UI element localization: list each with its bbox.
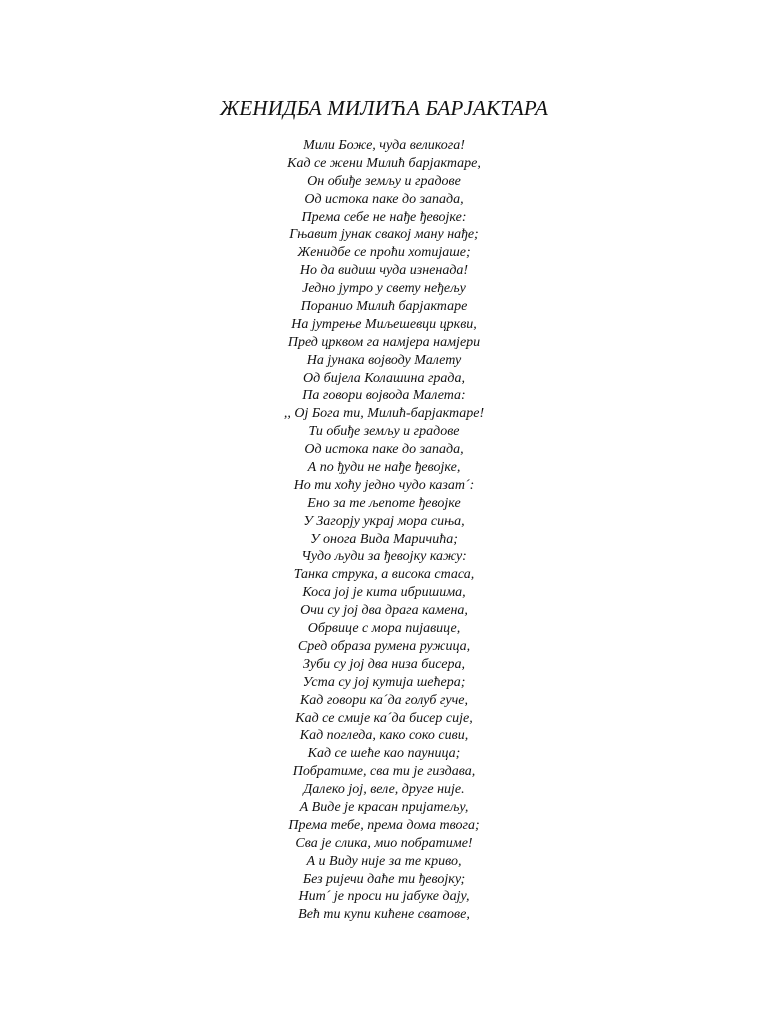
poem-line: Он обиђе земљу и градове [307, 173, 461, 189]
poem-line: Танка струка, а висока стаса, [293, 567, 475, 583]
poem-line: Зуби су јој два низа бисера, [302, 656, 466, 672]
poem-line: Но ти хоћу једно чудо казат´: [293, 477, 475, 493]
poem-line: А и Виду није за те криво, [306, 853, 462, 869]
poem-line: Кад погледа, како соко сиви, [299, 728, 469, 744]
poem-line: Но да видиш чуда изненада! [299, 263, 469, 279]
poem-line: Женидбе се проћи хотијаше; [297, 245, 471, 261]
poem-line: Од истока паке до запада, [304, 191, 464, 207]
poem-line: Уста су јој кутија шећера; [302, 674, 466, 690]
poem-line: Сва је слика, мио побратиме! [295, 835, 473, 851]
poem-line: Поранио Милић барјактаре [300, 299, 468, 315]
poem-line: Кад се шеће као пауница; [307, 746, 461, 762]
poem-line: А Виде је красан пријатељу, [299, 799, 469, 815]
poem-line: У онога Вида Маричића; [310, 531, 458, 547]
poem-line: Коса јој је кита ибришима, [302, 585, 466, 601]
poem-line: Од истока паке до запада, [304, 442, 464, 458]
poem-line: Према тебе, према дома твога; [288, 817, 480, 833]
poem-line: А по ђуди не нађе ђевојке, [307, 460, 461, 476]
poem-line: Далеко јој, веле, друге није. [303, 782, 465, 798]
poem-line: Кад говори ка´да голуб гуче, [299, 692, 469, 708]
poem-line: Ти обиђе земљу и градове [308, 424, 460, 440]
poem-line: У Загорју украј мора сиња, [303, 513, 465, 529]
poem-line: Нит´ је проси ни јабуке дају, [298, 889, 470, 905]
poem-line: Сред образа румена ружица, [297, 638, 471, 654]
poem-line: Пред црквом га намјера намјери [287, 334, 481, 350]
poem-line: Ено за те љепоте ђевојке [307, 495, 461, 511]
poem-line: Према себе не нађе ђевојке: [301, 209, 467, 225]
poem-line: Па говори војвода Малета: [302, 388, 466, 404]
poem-line: Мили Боже, чуда великога! [303, 138, 465, 153]
poem-line: Кад се смије ка´да бисер сије, [295, 710, 473, 726]
poem-line: На јутрење Миљешевци цркви, [291, 316, 477, 332]
poem-line: Без ријечи даће ти ђевојку; [302, 871, 466, 887]
poem-line: Већ ти купи кићене сватове, [298, 907, 470, 923]
poem-line: Чудо људи за ђевојку кажу: [301, 549, 467, 565]
poem-line: На јунака војводу Малету [306, 352, 462, 368]
poem-line: ,, Ој Бога ти, Милић-барјактаре! [283, 406, 485, 422]
poem-line: Гњавит јунак свакој ману нађе; [289, 227, 479, 243]
poem-line: Побратиме, сва ти је гиздава, [292, 764, 476, 780]
poem-line: Кад се жени Милић барјактаре, [287, 155, 481, 171]
poem-line: Обрвице с мора пијавице, [307, 621, 461, 637]
poem-title: ЖЕНИДБА МИЛИЋА БАРЈАКТАРА [219, 96, 549, 120]
poem-body [0, 137, 768, 924]
poem-line: Једно јутро у свету неђељу [302, 281, 466, 297]
poem-line: Од бијела Колашина града, [302, 370, 465, 386]
poem-line: Очи су јој два драга камена, [300, 603, 468, 619]
